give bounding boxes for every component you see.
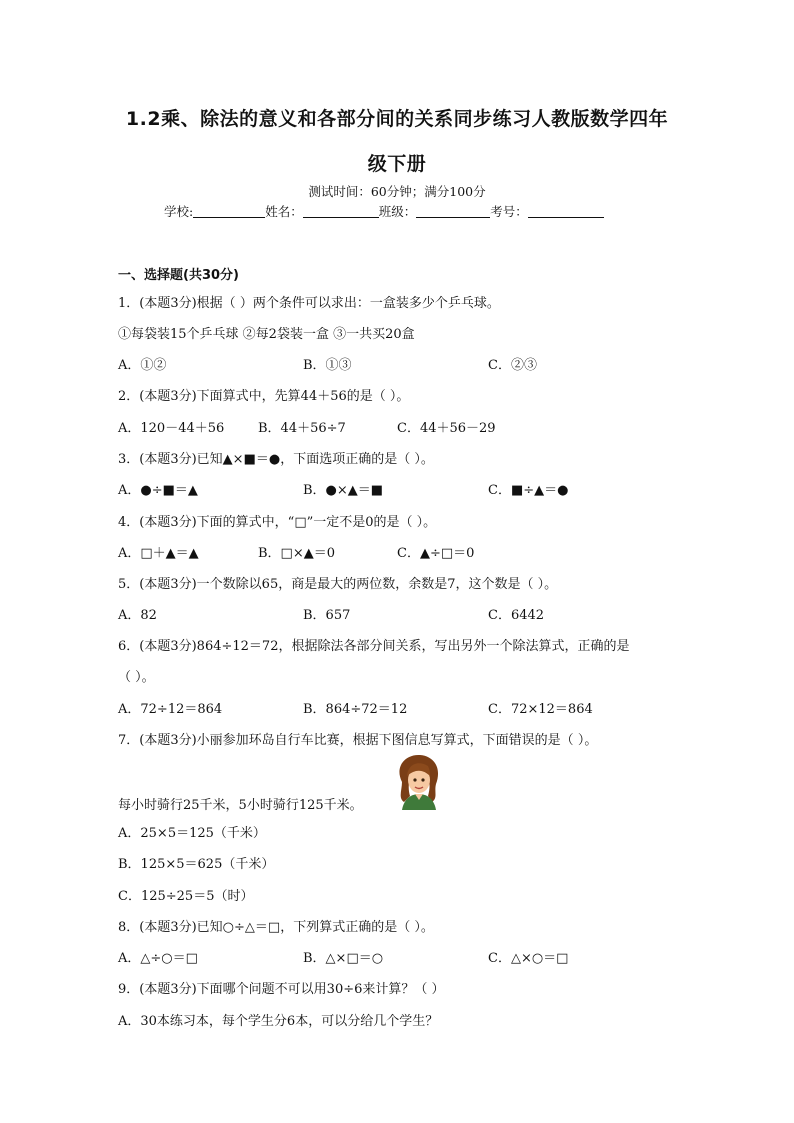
question-3-stem: 3．(本题3分)已知▲×■＝●，下面选项正确的是（ ）。: [118, 452, 434, 467]
option-b[interactable]: B．●×▲＝■: [303, 483, 384, 498]
option-c[interactable]: C．▲÷□＝0: [397, 546, 475, 561]
question-8-stem: 8．(本题3分)已知○÷△＝□，下列算式正确的是（ ）。: [118, 920, 434, 935]
question-4-stem: 4．(本题3分)下面的算式中，“□”一定不是0的是（ ）。: [118, 515, 437, 530]
option-c[interactable]: C．44＋56－29: [397, 421, 496, 436]
section-heading: 一、选择题(共30分): [118, 268, 239, 283]
name-label: 姓名：: [265, 204, 303, 219]
school-field[interactable]: [193, 204, 265, 218]
page-title-line2: 级下册: [367, 153, 427, 175]
class-label: 班级：: [378, 204, 417, 219]
question-5-stem: 5．(本题3分)一个数除以65，商是最大的两位数，余数是7，这个数是（ ）。: [118, 577, 558, 592]
option-b[interactable]: B．□×▲＝0: [258, 546, 335, 561]
option-c[interactable]: C．■÷▲＝●: [488, 483, 569, 498]
question-7-option-a[interactable]: A．25×5＝125（千米）: [118, 826, 266, 841]
test-meta: 测试时间：60分钟；满分100分: [308, 184, 486, 199]
option-b[interactable]: B．44＋56÷7: [258, 421, 346, 436]
girl-illustration: [388, 752, 448, 810]
option-a[interactable]: A．72÷12＝864: [118, 702, 223, 717]
name-field[interactable]: [303, 204, 379, 218]
question-7-stem: 7．(本题3分)小丽参加环岛自行车比赛，根据下图信息写算式，下面错误的是（ ）。: [118, 733, 598, 748]
option-a[interactable]: A．82: [118, 608, 157, 623]
question-7-option-c[interactable]: C．125÷25＝5（时）: [118, 889, 254, 904]
option-a[interactable]: A．①②: [118, 358, 167, 373]
question-7-option-b[interactable]: B．125×5＝625（千米）: [118, 857, 275, 872]
option-a[interactable]: A．△÷○＝□: [118, 951, 198, 966]
number-field[interactable]: [528, 204, 604, 218]
option-a[interactable]: A．□＋▲＝▲: [118, 546, 199, 561]
option-a[interactable]: A．120－44＋56: [118, 421, 225, 436]
option-c[interactable]: C．72×12＝864: [488, 702, 593, 717]
option-a[interactable]: A．●÷■＝▲: [118, 483, 198, 498]
option-b[interactable]: B．△×□＝○: [303, 951, 384, 966]
question-6-stem: 6．(本题3分)864÷12＝72，根据除法各部分间关系，写出另外一个除法算式，正确的是: [118, 639, 630, 654]
school-label: 学校:: [164, 204, 194, 219]
speech-bubble-text: 每小时骑行25千米，5小时骑行125千米。: [118, 798, 363, 813]
page-title-line1: 1.2乘、除法的意义和各部分间的关系同步练习人教版数学四年: [125, 108, 669, 130]
number-label: 考号：: [490, 204, 528, 219]
option-b[interactable]: B．864÷72＝12: [303, 702, 408, 717]
student-info-row: [164, 202, 604, 220]
question-6-stem-continued: （ ）。: [118, 670, 155, 685]
option-c[interactable]: C．②③: [488, 358, 537, 373]
class-field[interactable]: [416, 204, 490, 218]
option-b[interactable]: B．657: [303, 608, 351, 623]
option-c[interactable]: C．△×○＝□: [488, 951, 569, 966]
option-b[interactable]: B．①③: [303, 358, 352, 373]
question-1-conditions: ①每袋装15个乒乓球 ②每2袋装一盒 ③一共买20盒: [118, 327, 415, 342]
question-1-stem: 1．(本题3分)根据（ ）两个条件可以求出：一盒装多少个乒乓球。: [118, 296, 500, 311]
question-9-option-a[interactable]: A．30本练习本，每个学生分6本，可以分给几个学生？: [118, 1014, 439, 1029]
option-c[interactable]: C．6442: [488, 608, 545, 623]
question-9-stem: 9．(本题3分)下面哪个问题不可以用30÷6来计算？（ ）: [118, 982, 445, 997]
question-2-stem: 2．(本题3分)下面算式中，先算44＋56的是（ ）。: [118, 389, 410, 404]
